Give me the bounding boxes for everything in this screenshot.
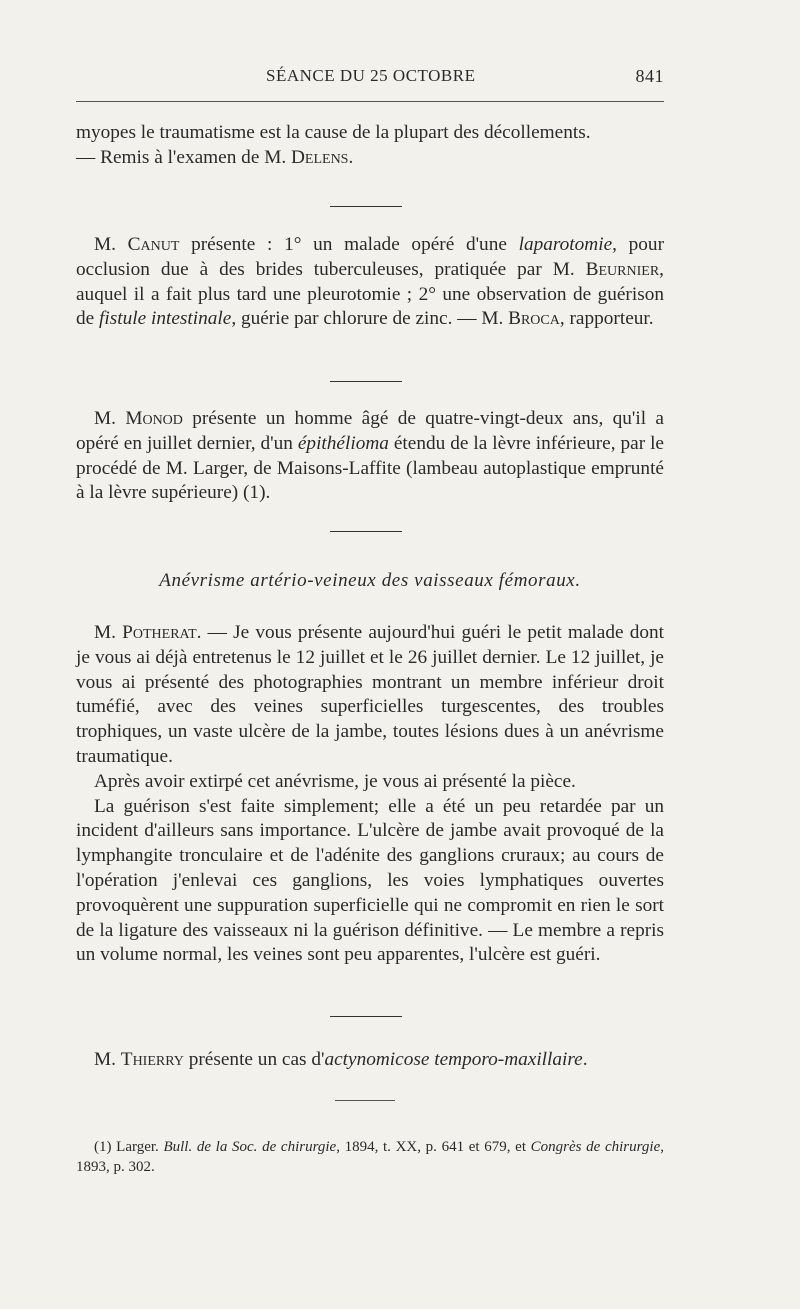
p2-name: Canut	[127, 234, 180, 255]
p3-name: Monod	[125, 408, 183, 429]
footnote-mark: (1)	[94, 1139, 117, 1155]
p7-t1: présente un cas d'	[183, 1049, 325, 1070]
footnote	[76, 1137, 664, 1177]
p2-name2: Beurnier	[585, 258, 660, 280]
footnote-t3: , 1893, p. 302.	[76, 1139, 664, 1175]
p1-name: Delens	[290, 146, 349, 168]
p7-end: .	[582, 1049, 588, 1070]
separator-rule	[330, 531, 402, 532]
footnote-rule	[335, 1100, 395, 1101]
p3-t2: étendu de la lèvre inférieure, par le procédé de M. Larger, de Maisons-Laffite (lambeau autoplastique emprunté à la lèvre supérieure) (1).	[76, 432, 664, 504]
p2-i2: fistule intestinale	[99, 308, 232, 330]
p2-t4: , guérie par chlorure de zinc. — M.	[231, 308, 509, 330]
paragraph-delens	[76, 121, 664, 171]
running-title: SÉANCE DU 25 OCTOBRE	[266, 66, 476, 85]
p2-t5: , rapporteur.	[559, 308, 654, 330]
paragraph-potherat	[76, 621, 664, 968]
separator-rule	[330, 381, 402, 382]
page-number: 841	[635, 66, 664, 86]
p2-t1: présente : 1° un malade opéré d'une	[179, 234, 519, 255]
p2-t3: , auquel il a fait plus tard une pleurotomie ; 2° une observation de guérison de	[76, 258, 664, 330]
footnote-i1: Bull. de la Soc. de chirurgie	[163, 1139, 337, 1155]
separator-rule	[330, 206, 402, 207]
footnote-i2: Congrès de chirurgie	[530, 1139, 661, 1155]
p4-pre: M.	[94, 622, 123, 643]
section-heading: Anévrisme artério-veineux des vaisseaux fémoraux.	[159, 570, 581, 591]
header-rule	[76, 101, 664, 102]
p3-i1: épithélioma	[297, 432, 389, 454]
footnote-t1: Larger.	[116, 1139, 164, 1155]
p2-i1: laparotomie	[518, 234, 613, 255]
p3-t1: présente un homme âgé de quatre-vingt-deux ans, qu'il a opéré en juillet dernier, d'un	[76, 408, 664, 454]
p7-name: Thierry	[120, 1049, 184, 1070]
paragraph-canut	[76, 233, 664, 332]
p3-pre: M.	[94, 408, 126, 429]
paragraph-monod	[76, 407, 664, 506]
p7-i1: actynomicose temporo-maxillaire	[324, 1049, 583, 1070]
p2-t2: , pour occlusion due à des brides tuberculeuses, pratiquée par M.	[76, 234, 664, 280]
p7-pre: M.	[94, 1049, 121, 1070]
p2-pre: M.	[94, 234, 128, 255]
footnote-t2: , 1894, t. XX, p. 641 et 679, et	[336, 1139, 531, 1155]
p1-text2: — Remis à l'examen de M.	[76, 146, 291, 168]
p1-end: .	[348, 146, 354, 168]
p4-t1: . — Je vous présente aujourd'hui guéri le petit malade dont je vous ai déjà entretenus le 12 juillet et le 26 juillet dernier. Le 12 juillet, je vous ai présenté des photographies montrant un membre inférieur droit tuméfié, avec des veines superficielles turgescentes, des troubles trophiques, un vaste ulcère de la jambe, toutes lésions dues à un anévrisme traumatique.	[76, 622, 664, 767]
p1-text1: myopes le traumatisme est la cause de la plupart des décollements.	[76, 122, 591, 143]
p2-name3: Broca	[508, 308, 560, 330]
p6: La guérison s'est faite simplement; elle a été un peu retardée par un incident d'ailleurs sans importance. L'ulcère de jambe avait provoqué de la lymphangite tronculaire et de l'adénite des ganglions cruraux; au cours de l'opération j'enlevai ces ganglions, les voies lymphatiques ouvertes provoquèrent une suppuration superficielle qui ne compromit en rien le sort de la ligature des vaisseaux ni la guérison définitive. — Le membre a repris un volume normal, les veines sont peu apparentes, l'ulcère est guéri.	[76, 795, 664, 966]
p5: Après avoir extirpé cet anévrisme, je vous ai présenté la pièce.	[94, 770, 576, 792]
separator-rule	[330, 1016, 402, 1017]
p4-name: Potherat	[122, 622, 197, 643]
paragraph-thierry	[76, 1048, 664, 1073]
